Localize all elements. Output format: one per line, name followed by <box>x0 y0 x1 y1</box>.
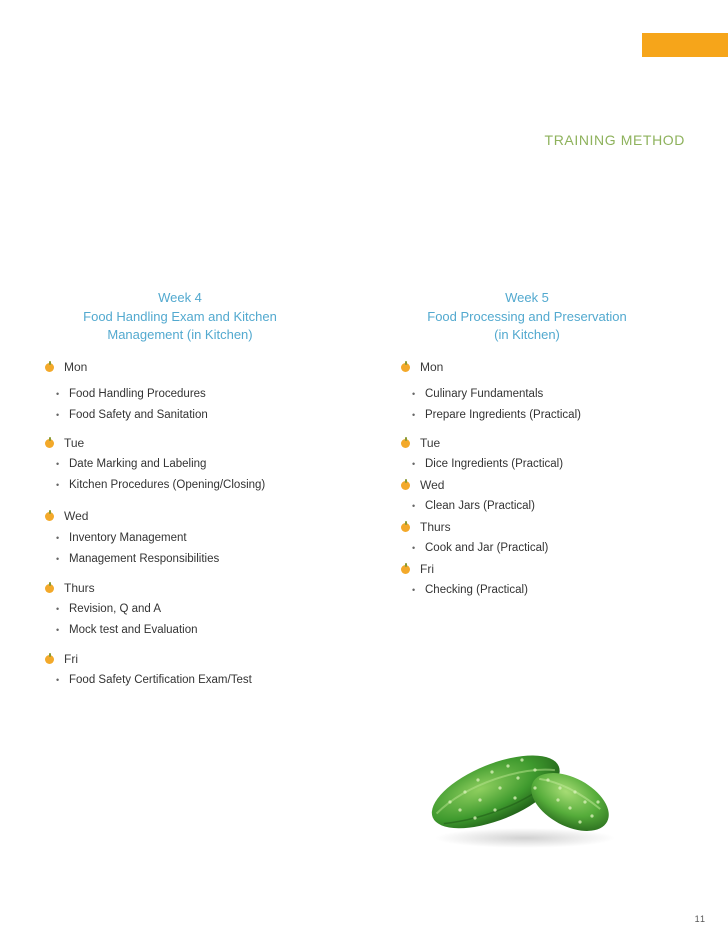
orange-fruit-icon <box>45 512 54 521</box>
task-item <box>45 405 345 426</box>
bullet-icon: • <box>412 410 416 420</box>
task-label: Checking (Practical) <box>425 584 528 596</box>
bullet-icon: • <box>56 389 60 399</box>
day-heading-thurs <box>45 579 345 597</box>
week-4-title: Week 4 <box>158 290 202 305</box>
week-4-subtitle-line-2: Management (in Kitchen) <box>107 327 253 342</box>
bullet-icon: • <box>56 604 60 614</box>
day-heading-wed <box>401 476 701 494</box>
bullet-icon: • <box>56 480 60 490</box>
day-label: Tue <box>420 436 441 450</box>
week-5-schedule <box>401 358 701 601</box>
week-5-subtitle-line-1: Food Processing and Preservation <box>427 308 627 324</box>
day-heading-mon <box>45 358 345 376</box>
corner-accent-tab <box>642 33 728 57</box>
task-item <box>45 549 345 570</box>
bullet-icon: • <box>412 501 416 511</box>
orange-fruit-icon <box>401 439 410 448</box>
day-label: Fri <box>420 562 434 576</box>
day-heading-thurs <box>401 518 701 536</box>
task-item <box>45 670 345 691</box>
day-heading-fri <box>45 650 345 668</box>
task-item <box>45 599 345 620</box>
task-label: Inventory Management <box>69 532 187 544</box>
day-heading-mon <box>401 358 701 376</box>
day-label: Thurs <box>420 520 451 534</box>
day-heading-tue <box>401 434 701 452</box>
bullet-icon: • <box>412 585 416 595</box>
bullet-icon: • <box>56 675 60 685</box>
bullet-icon: • <box>56 459 60 469</box>
task-label: Mock test and Evaluation <box>69 624 198 636</box>
orange-fruit-icon <box>401 363 410 372</box>
page-number: 11 <box>694 914 706 924</box>
task-label: Revision, Q and A <box>69 603 162 615</box>
task-item <box>45 475 345 496</box>
task-label: Dice Ingredients (Practical) <box>425 458 564 470</box>
week-5-heading <box>414 289 640 345</box>
bullet-icon: • <box>412 389 416 399</box>
day-label: Wed <box>64 509 89 523</box>
day-label: Fri <box>64 652 78 666</box>
day-label: Mon <box>420 360 444 374</box>
bullet-icon: • <box>56 410 60 420</box>
bullet-icon: • <box>412 543 416 553</box>
task-item <box>401 454 701 475</box>
task-label: Clean Jars (Practical) <box>425 500 535 512</box>
task-item <box>401 384 701 405</box>
task-label: Kitchen Procedures (Opening/Closing) <box>69 479 266 491</box>
task-label: Culinary Fundamentals <box>425 388 544 400</box>
task-item <box>45 620 345 641</box>
section-title: TRAINING METHOD <box>544 132 685 148</box>
bullet-icon: • <box>56 533 60 543</box>
task-label: Food Handling Procedures <box>69 388 206 400</box>
task-item <box>45 454 345 475</box>
bullet-icon: • <box>56 625 60 635</box>
bullet-icon: • <box>56 554 60 564</box>
task-item <box>401 496 701 517</box>
orange-fruit-icon <box>401 481 410 490</box>
day-label: Thurs <box>64 581 95 595</box>
week-5-subtitle-line-2: (in Kitchen) <box>494 327 560 342</box>
orange-fruit-icon <box>401 565 410 574</box>
orange-fruit-icon <box>45 363 54 372</box>
task-label: Management Responsibilities <box>69 553 220 565</box>
day-label: Wed <box>420 478 445 492</box>
day-label: Mon <box>64 360 88 374</box>
task-label: Cook and Jar (Practical) <box>425 542 549 554</box>
orange-fruit-icon <box>45 439 54 448</box>
week-4-schedule <box>45 358 345 691</box>
day-heading-tue <box>45 434 345 452</box>
orange-fruit-icon <box>45 584 54 593</box>
task-label: Prepare Ingredients (Practical) <box>425 409 581 421</box>
day-heading-wed <box>45 507 345 525</box>
task-item <box>401 538 701 559</box>
task-label: Date Marking and Labeling <box>69 458 207 470</box>
bullet-icon: • <box>412 459 416 469</box>
task-label: Food Safety Certification Exam/Test <box>69 674 252 686</box>
cucumbers-image <box>420 740 620 850</box>
task-label: Food Safety and Sanitation <box>69 409 208 421</box>
task-item <box>401 580 701 601</box>
task-item <box>401 405 701 426</box>
task-item <box>45 528 345 549</box>
orange-fruit-icon <box>45 655 54 664</box>
day-label: Tue <box>64 436 85 450</box>
task-item <box>45 384 345 405</box>
week-4-heading <box>68 289 292 345</box>
week-5-title: Week 5 <box>505 290 549 305</box>
orange-fruit-icon <box>401 523 410 532</box>
day-heading-fri <box>401 560 701 578</box>
week-4-subtitle-line-1: Food Handling Exam and Kitchen <box>83 308 277 324</box>
